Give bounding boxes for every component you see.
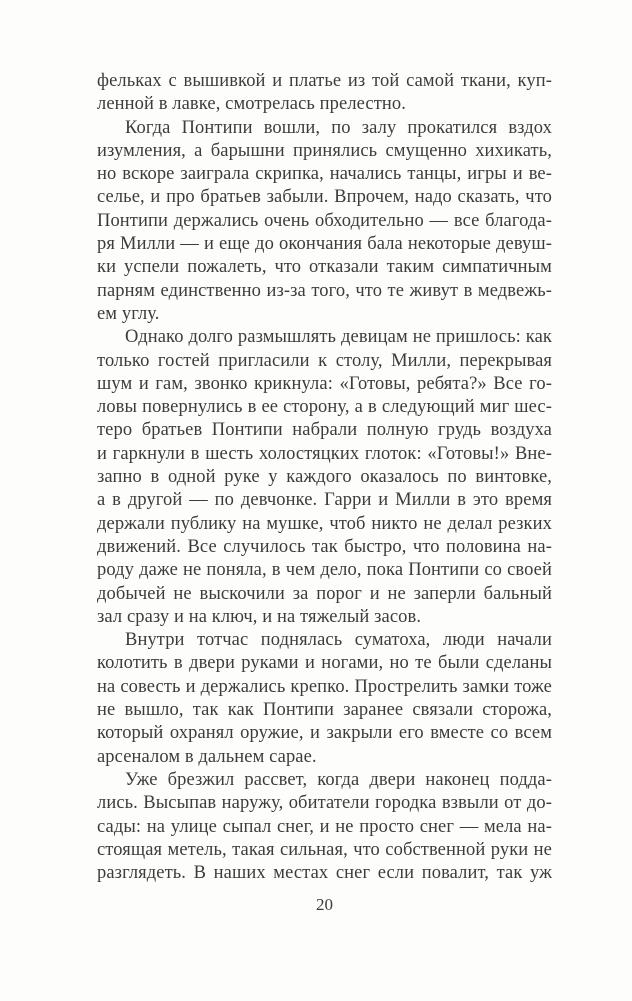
text-line: лись. Высыпав наружу, обитатели городка взвыли от до- bbox=[97, 793, 552, 814]
text-line: Когда Понтипи вошли, по залу прокатился вздох bbox=[125, 117, 552, 138]
text-line: держали публику на мушке, чтоб никто не делал резких bbox=[97, 513, 552, 534]
text-line: Внутри тотчас поднялась суматоха, люди начали bbox=[125, 630, 552, 651]
text-line: колотить в двери руками и ногами, но те были сделаны bbox=[97, 653, 552, 674]
text-line: изумления, а барышни принялись смущенно хихикать, bbox=[97, 140, 552, 161]
text-line: арсеналом в дальнем сарае. bbox=[97, 746, 317, 767]
text-line: сады: на улице сыпал снег, и не просто снег — мела на- bbox=[97, 816, 552, 837]
text-line: и гаркнули в шесть холостяцких глоток: «Готовы!» Вне- bbox=[97, 443, 552, 464]
text-line: а в другой — по девчонке. Гарри и Милли в это время bbox=[97, 490, 552, 511]
text-line: ловы повернулись в ее сторону, а в следующий миг шес- bbox=[97, 397, 552, 418]
text-line: шум и гам, звонко крикнула: «Готовы, ребята?» Все го- bbox=[97, 373, 552, 394]
text-line: не вышло, так как Понтипи заранее связали сторожа, bbox=[97, 700, 552, 721]
text-line: теро братьев Понтипи набрали полную грудь воздуха bbox=[97, 420, 552, 441]
text-line: Уже брезжил рассвет, когда двери наконец подда- bbox=[125, 769, 552, 790]
text-line: зал сразу и на ключ, и на тяжелый засов. bbox=[97, 606, 422, 627]
text-line: движений. Все случилось так быстро, что половина на- bbox=[97, 536, 552, 557]
text-line: ленной в лавке, смотрелась прелестно. bbox=[97, 94, 406, 115]
text-line: Однако долго размышлять девицам не пришлось: как bbox=[125, 327, 552, 348]
text-line: добычей не выскочили за порог и не заперли бальный bbox=[97, 583, 552, 604]
text-line: ки успели пожалеть, что отказали таким симпатичным bbox=[97, 257, 552, 278]
text-line: фельках с вышивкой и платье из той самой ткани, куп- bbox=[97, 71, 552, 91]
text-line: запно в одной руке у каждого оказалось по винтовке, bbox=[97, 467, 552, 488]
text-line: но вскоре заиграла скрипка, начались танцы, игры и ве- bbox=[97, 164, 552, 185]
text-line: который охранял оружие, и закрыли его вместе со всем bbox=[97, 723, 552, 744]
page-number: 20 bbox=[316, 895, 333, 914]
text-line: ря Милли — и еще до окончания бала некоторые девуш- bbox=[97, 234, 552, 255]
text-line: Понтипи держались очень обходительно — все благода- bbox=[97, 210, 552, 231]
text-line: селье, и про братьев забыли. Впрочем, надо сказать, что bbox=[97, 187, 552, 208]
text-line: разглядеть. В наших местах снег если повалит, так уж bbox=[97, 863, 552, 884]
text-line: на совесть и держались крепко. Прострелить замки тоже bbox=[97, 676, 552, 697]
text-line: стоящая метель, такая сильная, что собственной руки не bbox=[97, 839, 552, 860]
text-line: ем углу. bbox=[97, 303, 160, 324]
text-line: роду даже не поняла, в чем дело, пока Понтипи со своей bbox=[97, 560, 552, 581]
page-text bbox=[97, 70, 552, 885]
text-line: парням единственно из-за того, что те живут в медвежь- bbox=[97, 280, 552, 301]
text-line: только гостей пригласили к столу, Милли, перекрывая bbox=[97, 350, 552, 371]
